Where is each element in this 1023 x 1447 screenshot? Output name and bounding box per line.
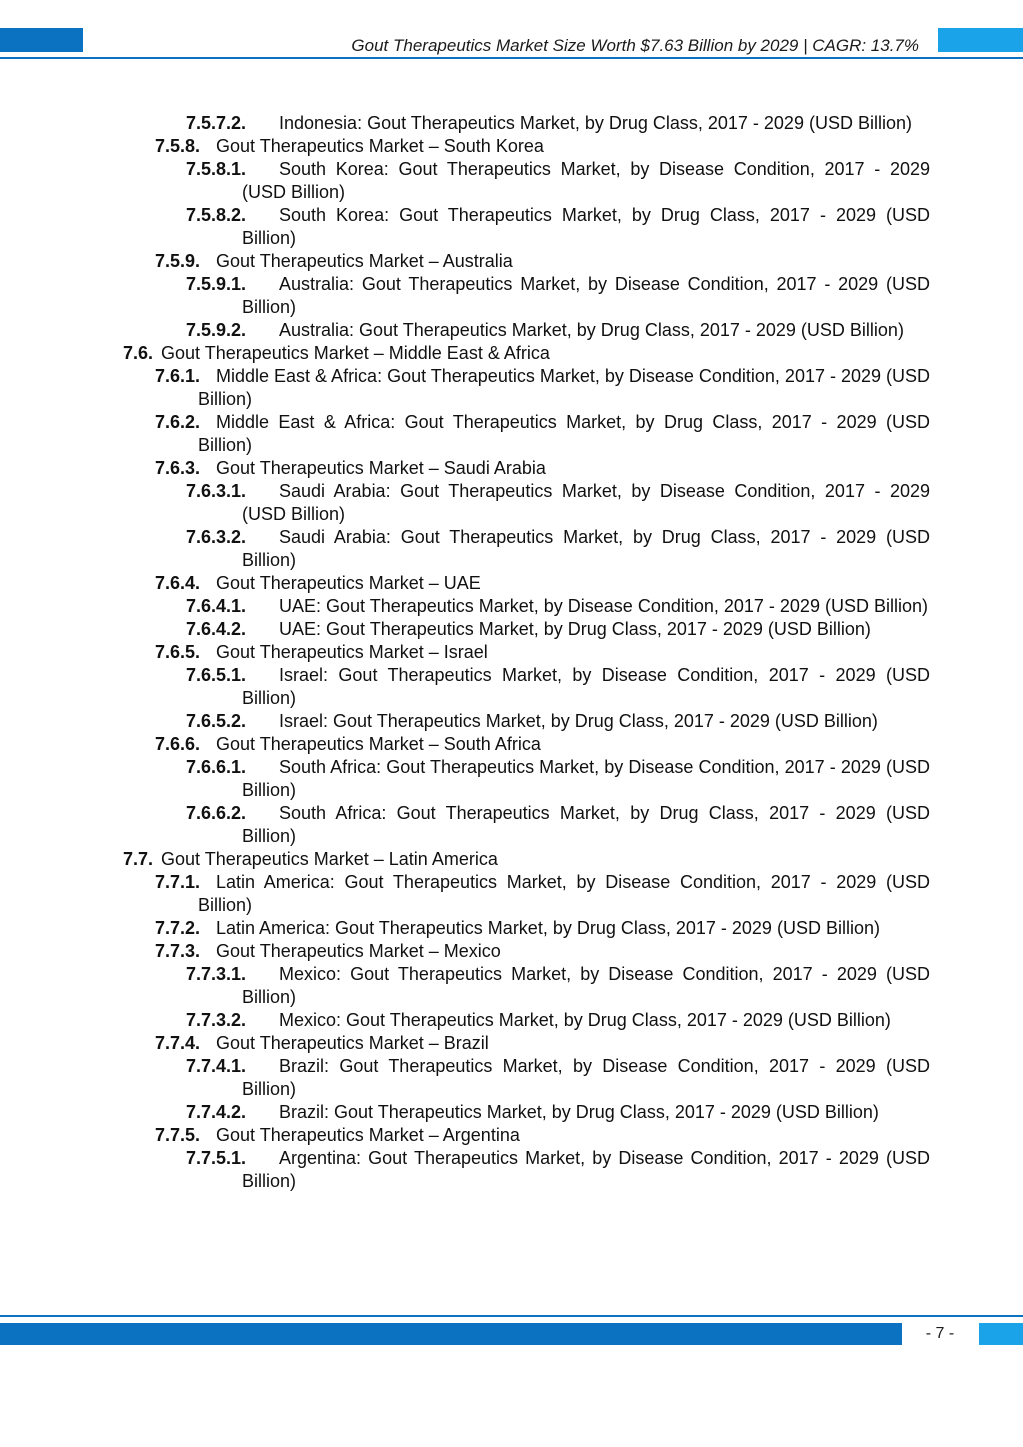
toc-entry <box>0 457 1023 480</box>
toc-entry <box>0 733 1023 756</box>
toc-entry <box>0 1124 1023 1147</box>
toc-entry-number: 7.7.2. <box>155 918 201 938</box>
toc-entry-text: UAE: Gout Therapeutics Market, by Drug Class, 2017 - 2029 (USD Billion) <box>279 619 871 639</box>
toc-entry <box>0 319 1023 342</box>
toc-entry-number: 7.5.9.2. <box>186 320 247 340</box>
toc-entry <box>0 1101 1023 1124</box>
toc-entry <box>0 204 1023 250</box>
toc-entry <box>0 572 1023 595</box>
toc-entry-number: 7.5.9. <box>155 251 201 271</box>
toc-entry <box>0 1009 1023 1032</box>
toc-entry-text: Gout Therapeutics Market – UAE <box>216 573 481 593</box>
toc-entry-number: 7.6.3.2. <box>186 527 247 547</box>
toc-entry-number: 7.5.8.2. <box>186 205 247 225</box>
toc-entry-number: 7.7.3.1. <box>186 964 247 984</box>
toc-entry <box>0 112 1023 135</box>
toc-entry <box>0 641 1023 664</box>
toc-entry <box>0 1032 1023 1055</box>
toc-entry-number: 7.5.8.1. <box>186 159 247 179</box>
toc-entry-text: Middle East & Africa: Gout Therapeutics Market, by Disease Condition, 2017 - 2029 (USD Billion) <box>198 366 931 409</box>
toc-entry-text: Gout Therapeutics Market – Argentina <box>216 1125 520 1145</box>
toc-entry-text: Saudi Arabia: Gout Therapeutics Market, by Disease Condition, 2017 - 2029 (USD Billion) <box>242 481 930 524</box>
toc-entry <box>0 618 1023 641</box>
toc-entry-text: South Korea: Gout Therapeutics Market, by Drug Class, 2017 - 2029 (USD Billion) <box>242 205 930 248</box>
toc-entry-number: 7.7.4. <box>155 1033 201 1053</box>
toc-entry-text: Gout Therapeutics Market – Saudi Arabia <box>216 458 546 478</box>
toc-entry-number: 7.7.3.2. <box>186 1010 247 1030</box>
toc-entry-text: Israel: Gout Therapeutics Market, by Disease Condition, 2017 - 2029 (USD Billion) <box>242 665 930 708</box>
toc-entry-text: Gout Therapeutics Market – Australia <box>216 251 513 271</box>
toc-entry-number: 7.7.5.1. <box>186 1148 247 1168</box>
toc-entry <box>0 158 1023 204</box>
toc-entry <box>0 664 1023 710</box>
toc-entry <box>0 480 1023 526</box>
toc-entry-text: Brazil: Gout Therapeutics Market, by Disease Condition, 2017 - 2029 (USD Billion) <box>242 1056 930 1099</box>
toc-entry-number: 7.6.4.2. <box>186 619 247 639</box>
toc-entry <box>0 342 1023 365</box>
toc-entry <box>0 802 1023 848</box>
page-number: - 7 - <box>925 1325 955 1342</box>
toc-entry-number: 7.6.3. <box>155 458 201 478</box>
toc-entry-number: 7.6.5.1. <box>186 665 247 685</box>
toc-entry-number: 7.7.1. <box>155 872 201 892</box>
toc-entry-number: 7.6.5.2. <box>186 711 247 731</box>
toc-entry <box>0 848 1023 871</box>
toc-entry-number: 7.7.3. <box>155 941 201 961</box>
toc-entry-text: South Africa: Gout Therapeutics Market, by Drug Class, 2017 - 2029 (USD Billion) <box>242 803 930 846</box>
toc-entry <box>0 526 1023 572</box>
toc-entry-number: 7.5.9.1. <box>186 274 247 294</box>
toc-entry-number: 7.6.3.1. <box>186 481 247 501</box>
toc-entry-text: Saudi Arabia: Gout Therapeutics Market, by Drug Class, 2017 - 2029 (USD Billion) <box>242 527 930 570</box>
toc-entry <box>0 273 1023 319</box>
toc-entry-text: Middle East & Africa: Gout Therapeutics Market, by Drug Class, 2017 - 2029 (USD Billion) <box>198 412 930 455</box>
toc-entry-text: South Korea: Gout Therapeutics Market, by Disease Condition, 2017 - 2029 (USD Billion) <box>242 159 930 202</box>
toc-entry-text: Gout Therapeutics Market – Israel <box>216 642 488 662</box>
footer-accent-block-right <box>979 1323 1023 1345</box>
toc-entry-number: 7.6.4. <box>155 573 201 593</box>
toc-entry <box>0 411 1023 457</box>
toc-entry-text: Gout Therapeutics Market – South Korea <box>216 136 544 156</box>
toc-entry-text: Gout Therapeutics Market – Brazil <box>216 1033 489 1053</box>
toc-entry <box>0 710 1023 733</box>
toc-entry <box>0 940 1023 963</box>
toc-entry-text: UAE: Gout Therapeutics Market, by Disease Condition, 2017 - 2029 (USD Billion) <box>279 596 928 616</box>
toc-entry-number: 7.7.4.2. <box>186 1102 247 1122</box>
toc-entry-text: Mexico: Gout Therapeutics Market, by Drug Class, 2017 - 2029 (USD Billion) <box>279 1010 891 1030</box>
toc-entry <box>0 917 1023 940</box>
toc-entry <box>0 1147 1023 1193</box>
toc-entry-text: Latin America: Gout Therapeutics Market, by Drug Class, 2017 - 2029 (USD Billion) <box>216 918 880 938</box>
toc-entry-number: 7.6.2. <box>155 412 201 432</box>
toc-entry <box>0 1055 1023 1101</box>
toc-entry-text: Gout Therapeutics Market – Latin America <box>161 849 498 869</box>
toc-entry-number: 7.6.4.1. <box>186 596 247 616</box>
toc-entry-text: Argentina: Gout Therapeutics Market, by Disease Condition, 2017 - 2029 (USD Billion) <box>242 1148 930 1191</box>
toc-entry-text: Australia: Gout Therapeutics Market, by Drug Class, 2017 - 2029 (USD Billion) <box>279 320 904 340</box>
toc-entry-number: 7.6.5. <box>155 642 201 662</box>
toc-entry <box>0 871 1023 917</box>
table-of-contents <box>0 112 1023 1193</box>
footer-accent-bar <box>0 1323 902 1345</box>
toc-entry-text: Latin America: Gout Therapeutics Market, by Disease Condition, 2017 - 2029 (USD Billion) <box>198 872 930 915</box>
toc-entry-number: 7.7.5. <box>155 1125 201 1145</box>
toc-entry-text: Brazil: Gout Therapeutics Market, by Drug Class, 2017 - 2029 (USD Billion) <box>279 1102 879 1122</box>
toc-entry-text: Mexico: Gout Therapeutics Market, by Disease Condition, 2017 - 2029 (USD Billion) <box>242 964 930 1007</box>
toc-entry <box>0 135 1023 158</box>
toc-entry-number: 7.6.6.1. <box>186 757 247 777</box>
toc-entry <box>0 963 1023 1009</box>
toc-entry-number: 7.7. <box>123 849 154 869</box>
toc-entry <box>0 250 1023 273</box>
toc-entry-text: Gout Therapeutics Market – Middle East & Africa <box>161 343 550 363</box>
toc-entry-text: Indonesia: Gout Therapeutics Market, by Drug Class, 2017 - 2029 (USD Billion) <box>279 113 912 133</box>
toc-entry-number: 7.6.6.2. <box>186 803 247 823</box>
toc-entry-number: 7.7.4.1. <box>186 1056 247 1076</box>
toc-entry-number: 7.6.1. <box>155 366 201 386</box>
toc-entry-text: Australia: Gout Therapeutics Market, by Disease Condition, 2017 - 2029 (USD Billion) <box>242 274 930 317</box>
toc-entry-number: 7.5.7.2. <box>186 113 247 133</box>
toc-entry-number: 7.6.6. <box>155 734 201 754</box>
toc-entry <box>0 595 1023 618</box>
header-title: Gout Therapeutics Market Size Worth $7.63 Billion by 2029 | CAGR: 13.7% <box>351 36 919 55</box>
toc-entry <box>0 365 1023 411</box>
footer-rule <box>0 1315 1023 1317</box>
toc-entry-number: 7.6. <box>123 343 154 363</box>
toc-entry-text: Gout Therapeutics Market – Mexico <box>216 941 501 961</box>
toc-entry-text: Gout Therapeutics Market – South Africa <box>216 734 541 754</box>
toc-entry-text: Israel: Gout Therapeutics Market, by Drug Class, 2017 - 2029 (USD Billion) <box>279 711 878 731</box>
header-accent-block-right <box>938 28 1023 52</box>
toc-entry-number: 7.5.8. <box>155 136 201 156</box>
toc-entry-text: South Africa: Gout Therapeutics Market, by Disease Condition, 2017 - 2029 (USD Billion) <box>242 757 930 800</box>
toc-entry <box>0 756 1023 802</box>
header-rule <box>0 57 1023 59</box>
